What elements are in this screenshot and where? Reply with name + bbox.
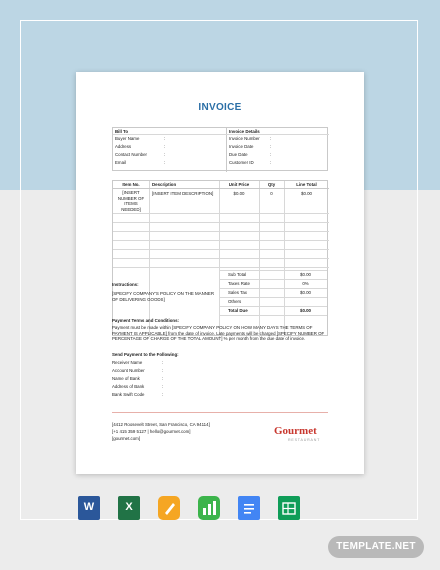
colon: : xyxy=(270,152,272,157)
restaurant-logo-subtitle: RESTAURANT xyxy=(288,438,321,442)
google-docs-icon[interactable] xyxy=(238,496,260,520)
header-line-total: Line Total xyxy=(296,182,317,187)
item-description-cell: [INSERT ITEM DESCRIPTION] xyxy=(152,191,214,196)
invoice-document xyxy=(76,72,364,474)
header-qty: Qty xyxy=(267,182,276,187)
payment-field: Name of Bank xyxy=(112,376,140,381)
invoice-details-field: Due Date xyxy=(229,152,248,157)
invoice-details-field: Customer ID xyxy=(229,160,254,165)
colon: : xyxy=(164,136,166,141)
totals-line xyxy=(219,315,327,316)
payment-terms-text: Payment must be made within [SPECIFY COMPANY POLICY ON HOW MANY DAYS THE TERMS OF PAYMENT IS APPLICABLE] from the date of invoice. Late payments will be charged [SPECIFY NUMBER OF PERCENTAGE OF CHARGE OF THE TOTAL AMOUNT] % per month from the due date of invoice. xyxy=(112,325,325,342)
invoice-title: INVOICE xyxy=(198,102,242,113)
instructions-heading: Instructions: xyxy=(112,282,139,287)
invoice-details-field: Invoice Date xyxy=(229,144,254,149)
totals-line xyxy=(219,297,327,298)
template-net-badge[interactable] xyxy=(328,536,424,558)
header-line xyxy=(113,188,329,189)
colon: : xyxy=(270,144,272,149)
row-line xyxy=(113,267,329,268)
send-payment-heading: Send Payment to the Following: xyxy=(112,352,179,357)
totals-line xyxy=(219,279,327,280)
payment-field: Address of Bank xyxy=(112,384,145,389)
item-line-total-cell: $0.00 xyxy=(301,191,312,196)
payment-field: Account Number xyxy=(112,368,145,373)
excel-icon[interactable] xyxy=(118,496,140,520)
payment-field: Bank Swift Code xyxy=(112,392,145,397)
footer-website: [gourmet.com] xyxy=(112,436,141,441)
totals-value: $0.00 xyxy=(300,290,311,295)
totals-label: Taxes Rate xyxy=(228,281,250,286)
payment-terms-heading: Payment Terms and Conditions: xyxy=(112,318,180,323)
gourmet-logo: Gourmet xyxy=(274,425,317,437)
excel-icon-letter: X xyxy=(125,501,133,513)
total-due-label: Total Due xyxy=(228,308,248,313)
totals-line xyxy=(219,306,327,307)
row-line xyxy=(113,258,329,259)
bill-to-field: Address xyxy=(115,144,132,149)
column-divider xyxy=(149,181,150,337)
row-line xyxy=(113,240,329,241)
footer-contact: [+1 415 359 5127 | hello@gourmet.com] xyxy=(112,429,191,434)
colon: : xyxy=(162,360,164,365)
pages-icon[interactable] xyxy=(158,496,180,520)
info-divider xyxy=(226,128,227,172)
word-icon-letter: W xyxy=(83,501,95,513)
item-unit-price-cell: $0.00 xyxy=(233,191,245,196)
bill-to-field: Email xyxy=(115,160,126,165)
colon: : xyxy=(164,144,166,149)
totals-label: Sales Tax xyxy=(228,290,247,295)
info-header-line xyxy=(113,134,329,135)
bar-chart-glyph xyxy=(198,496,220,520)
column-divider xyxy=(259,181,260,337)
item-number-cell: [INSERT NUMBER OF ITEMS NEEDED] xyxy=(117,190,145,213)
colon: : xyxy=(162,376,164,381)
colon: : xyxy=(162,392,164,397)
column-divider xyxy=(219,181,220,337)
template-net-label: TEMPLATE.NET xyxy=(336,541,416,552)
row-line xyxy=(113,213,329,214)
total-due-value: $0.00 xyxy=(300,308,311,313)
bill-to-field: Buyer Name xyxy=(115,136,140,141)
row-line xyxy=(113,231,329,232)
colon: : xyxy=(164,152,166,157)
totals-label: Others xyxy=(228,299,242,304)
item-qty-cell: 0 xyxy=(270,191,273,196)
header-item-no: Item No. xyxy=(122,182,140,187)
row-line xyxy=(113,249,329,250)
totals-value: $0.00 xyxy=(300,272,311,277)
colon: : xyxy=(270,160,272,165)
bill-to-heading: Bill To xyxy=(115,129,129,134)
row-line xyxy=(113,222,329,223)
google-sheets-icon[interactable] xyxy=(278,496,300,520)
colon: : xyxy=(270,136,272,141)
invoice-details-heading: Invoice Details xyxy=(229,129,260,134)
footer-address: [4412 Roosevelt Street, San Francisco, CA 94114] xyxy=(112,422,210,427)
colon: : xyxy=(164,160,166,165)
grid-glyph xyxy=(278,496,300,520)
totals-line xyxy=(219,270,327,271)
bill-to-field: Contact Number xyxy=(115,152,147,157)
instructions-text: [SPECIFY COMPANY'S POLICY ON THE MANNER OF DELIVERING GOODS] xyxy=(112,291,215,302)
totals-label: Sub Total xyxy=(228,272,247,277)
payment-field: Receiver Name xyxy=(112,360,143,365)
header-unit-price: Unit Price xyxy=(228,182,250,187)
totals-value: 0% xyxy=(302,281,309,286)
billing-info-table xyxy=(112,127,328,171)
footer-divider xyxy=(112,412,328,413)
numbers-icon[interactable] xyxy=(198,496,220,520)
doc-lines-glyph xyxy=(238,496,260,520)
word-icon[interactable] xyxy=(78,496,100,520)
totals-line xyxy=(219,288,327,289)
invoice-details-field: Invoice Number xyxy=(229,136,260,141)
header-description: Description xyxy=(152,182,177,187)
colon: : xyxy=(162,368,164,373)
colon: : xyxy=(162,384,164,389)
pen-glyph xyxy=(158,496,180,520)
